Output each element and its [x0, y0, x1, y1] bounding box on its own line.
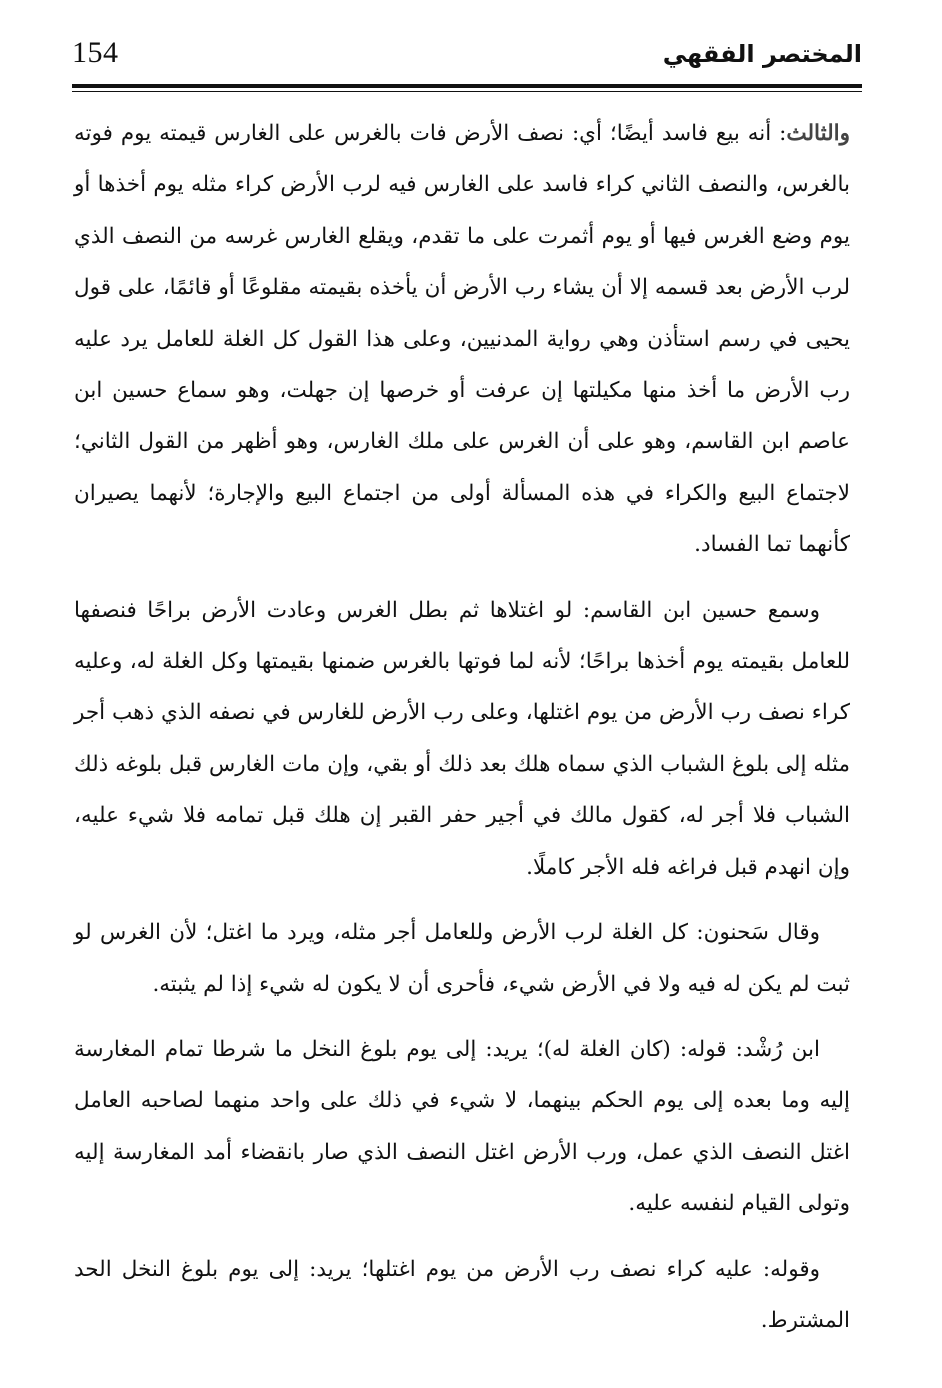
paragraph-text: ابن رُشْد: قوله: (كان الغلة له)؛ يريد: إلى يوم بلوغ النخل ما شرطا تمام المغارسة إليه وما بعده إلى يوم الحكم بينهما، لا شيء في ذلك على واحد منهما لصاحبه العامل اغتل النصف الذي عمل، ورب الأرض اغتل النصف الذي صار بانقضاء أمد المغارسة إليه وتولى القيام لنفسه عليه. [74, 1036, 850, 1217]
paragraph [74, 585, 850, 893]
body-text [74, 108, 850, 1346]
paragraph [74, 1024, 850, 1230]
page-header [72, 30, 862, 82]
header-rule-thin [72, 91, 862, 92]
paragraph-text: وقال سَحنون: كل الغلة لرب الأرض وللعامل أجر مثله، ويرد ما اغتل؛ لأن الغرس لو ثبت لم يكن له فيه ولا في الأرض شيء، فأحرى أن لا يكون له شيء إذا لم يثبته. [74, 920, 850, 997]
paragraph [74, 907, 850, 1010]
paragraph [74, 108, 850, 571]
paragraph-lead: والثالث [786, 121, 850, 146]
header-rule-thick [72, 84, 862, 88]
running-title: المختصر الفقهي [662, 40, 862, 68]
page-number: 154 [72, 36, 119, 69]
paragraph [74, 1244, 850, 1347]
paragraph-text: وقوله: عليه كراء نصف رب الأرض من يوم اغتلها؛ يريد: إلى يوم بلوغ النخل الحد المشترط. [74, 1256, 850, 1333]
paragraph-text: وسمع حسين ابن القاسم: لو اغتلاها ثم بطل الغرس وعادت الأرض براحًا فنصفها للعامل بقيمته يوم أخذها براحًا؛ لأنه لما فوتها بالغرس ضمنها بقيمتها وكل الغلة له، وعليه كراء نصف رب الأرض من يوم اغتلها، وعلى رب الأرض للغارس في نصفه الذي ذهب أجر مثله إلى بلوغ الشباب الذي سماه هلك بعد ذلك أو بقي، وإن مات الغارس قبل بلوغه ذلك الشباب فلا أجر له، كقول مالك في أجير حفر القبر إن هلك قبل تمامه فلا شيء عليه، وإن انهدم قبل فراغه فله الأجر كاملًا. [74, 597, 850, 880]
paragraph-text: : أنه بيع فاسد أيضًا؛ أي: نصف الأرض فات بالغرس على الغارس قيمته يوم فوته بالغرس، والنصف الثاني كراء فاسد على الغارس فيه لرب الأرض كراء مثله يوم أخذها أو يوم وضع الغرس فيها أو يوم أثمرت على ما تقدم، ويقلع الغارس غرسه من النصف الذي لرب الأرض بعد قسمه إلا أن يشاء رب الأرض أن يأخذه بقيمته مقلوعًا أو قائمًا، على قول يحيى في رسم استأذن وهي رواية المدنيين، وعلى هذا القول كل الغلة للعامل يرد عليه رب الأرض ما أخذ منها مكيلتها إن عرفت أو خرصها إن جهلت، وهو سماع حسين ابن عاصم ابن القاسم، وهو على أن الغرس على ملك الغارس، وهو أظهر من القول الثاني؛ لاجتماع البيع والكراء في هذه المسألة أولى من اجتماع البيع والإجارة؛ لأنهما يصيران كأنهما تما الفساد. [74, 121, 850, 558]
